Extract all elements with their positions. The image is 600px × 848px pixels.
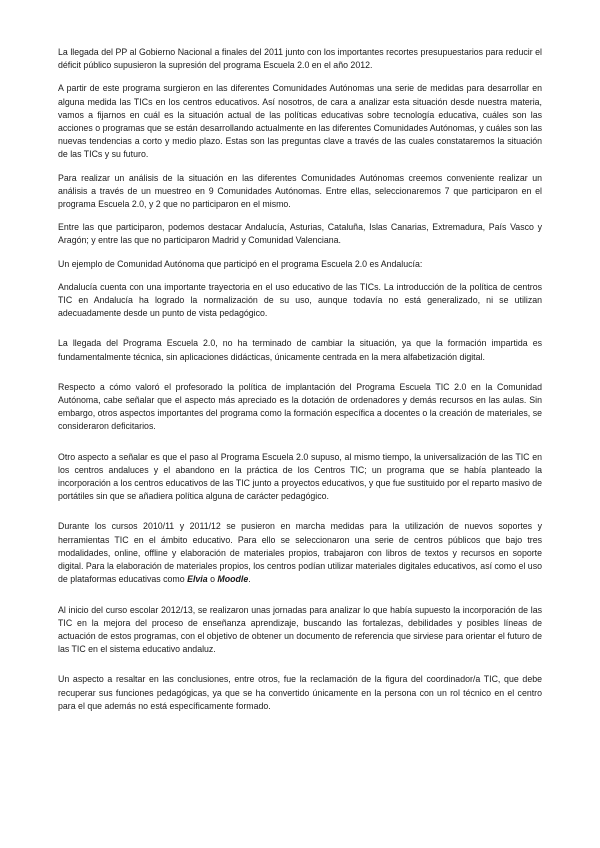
paragraph-12: Un aspecto a resaltar en las conclusiones, entre otros, fue la reclamación de la figura del coordinador/a TIC, que debe recuperar sus funciones pedagógicas, ya que se ha convertido únicamente en la persona con un rol técnico en el centro para el que además no está específicamente formado.: [58, 674, 542, 711]
paragraph-6: Andalucía cuenta con una importante trayectoria en el uso educativo de las TICs. La introducción de la política de centros TIC en Andalucía ha logrado la normalización de su uso, aunque todavía no está generalizado, ni se utilizan adecuadamente desde un punto de vista pedagógico.: [58, 281, 542, 319]
paragraph-2: A partir de este programa surgieron en las diferentes Comunidades Autónomas una serie de medidas para desarrollar en alguna medida las TICs en los centros educativos. Así nosotros, de cara a analizar esta situación desde nuestra materia, vamos a fijarnos en cuál es la situación actual de las políticas educativas sobre tecnología educativa, cuáles son las acciones o programas que se están desarrollando actualmente en las diferentes Comunidades Autónomas, y cuáles son las nuevas tendencias a corto y medio plazo. Estas son las preguntas clave a través de las cuales constataremos la situación de las TICs y su futuro.: [58, 83, 542, 160]
paragraph-10-text: Durante los cursos 2010/11 y 2011/12 se pusieron en marcha medidas para la utilización de nuevos soportes y herramientas TIC en el ámbito educativo. Para ello se seleccionaron una serie de centros públicos que bajo tres modalidades, online, offline y elaboración de materiales propios, trabajaron con libros de textos y recursos en soporte digital. Para la elaboración de materiales propios, los centros podían utilizar materiales digitales educativos, así como el uso de plataformas educativas como: [58, 521, 542, 585]
platform-elvia: Elvia: [187, 574, 208, 585]
paragraph-10-end: .: [248, 574, 251, 585]
paragraph-7: La llegada del Programa Escuela 2.0, no ha terminado de cambiar la situación, ya que la formación impartida es fundamentalmente técnica, sin aplicaciones didácticas, únicamente centrada en la mera alfabetización digital.: [58, 338, 542, 362]
paragraph-3: Para realizar un análisis de la situación en las diferentes Comunidades Autónomas creemos conveniente realizar un análisis a través de un muestreo en 9 Comunidades Autónomas. Entre ellas, seleccionaremos 7 que participaron en el programa Escuela 2.0, y 2 que no participaron en el mismo.: [58, 172, 542, 210]
paragraph-8: Respecto a cómo valoró el profesorado la política de implantación del Programa Escuela TIC 2.0 en la Comunidad Autónoma, cabe señalar que el aspecto más apreciado es la dotación de ordenadores y demás recursos en las aulas. Sin embargo, otros aspectos importantes del programa como la formación específica a docentes o la creación de materiales, se consideraron deficitarios.: [58, 381, 542, 432]
paragraph-9: Otro aspecto a señalar es que el paso al Programa Escuela 2.0 supuso, al mismo tiempo, la universalización de las TIC en los centros andaluces y el abandono en la práctica de los Centros TIC; un programa que se había planteado la incorporación a los centros educativos de las TIC junto a proyectos educativos, y que fue sustituido por el reparto masivo de portátiles sin que se añadiera política alguna de carácter pedagógico.: [58, 451, 542, 502]
paragraph-10-connector: o: [207, 574, 218, 585]
paragraph-5: Un ejemplo de Comunidad Autónoma que participó en el programa Escuela 2.0 es Andalucía:: [58, 258, 423, 269]
paragraph-1: La llegada del PP al Gobierno Nacional a finales del 2011 junto con los importantes recortes presupuestarios para reducir el déficit público supusieron la supresión del programa Escuela 2.0 en el año 2012.: [58, 47, 542, 71]
paragraph-4: Entre las que participaron, podemos destacar Andalucía, Asturias, Cataluña, Islas Canarias, Extremadura, País Vasco y Aragón; y entre las que no participaron Madrid y Comunidad Valenciana.: [58, 222, 542, 246]
paragraph-11: Al inicio del curso escolar 2012/13, se realizaron unas jornadas para analizar lo que había supuesto la incorporación de las TIC en la mejora del proceso de enseñanza aprendizaje, buscando las fortalezas, debilidades y posibles líneas de actuación de estos programas, con el objetivo de obtener un documento de referencia que sirviese para orientar el futuro de las TIC en el sistema educativo andaluz.: [58, 604, 542, 655]
platform-moodle: Moodle: [217, 574, 249, 585]
paragraph-10: [58, 520, 542, 586]
